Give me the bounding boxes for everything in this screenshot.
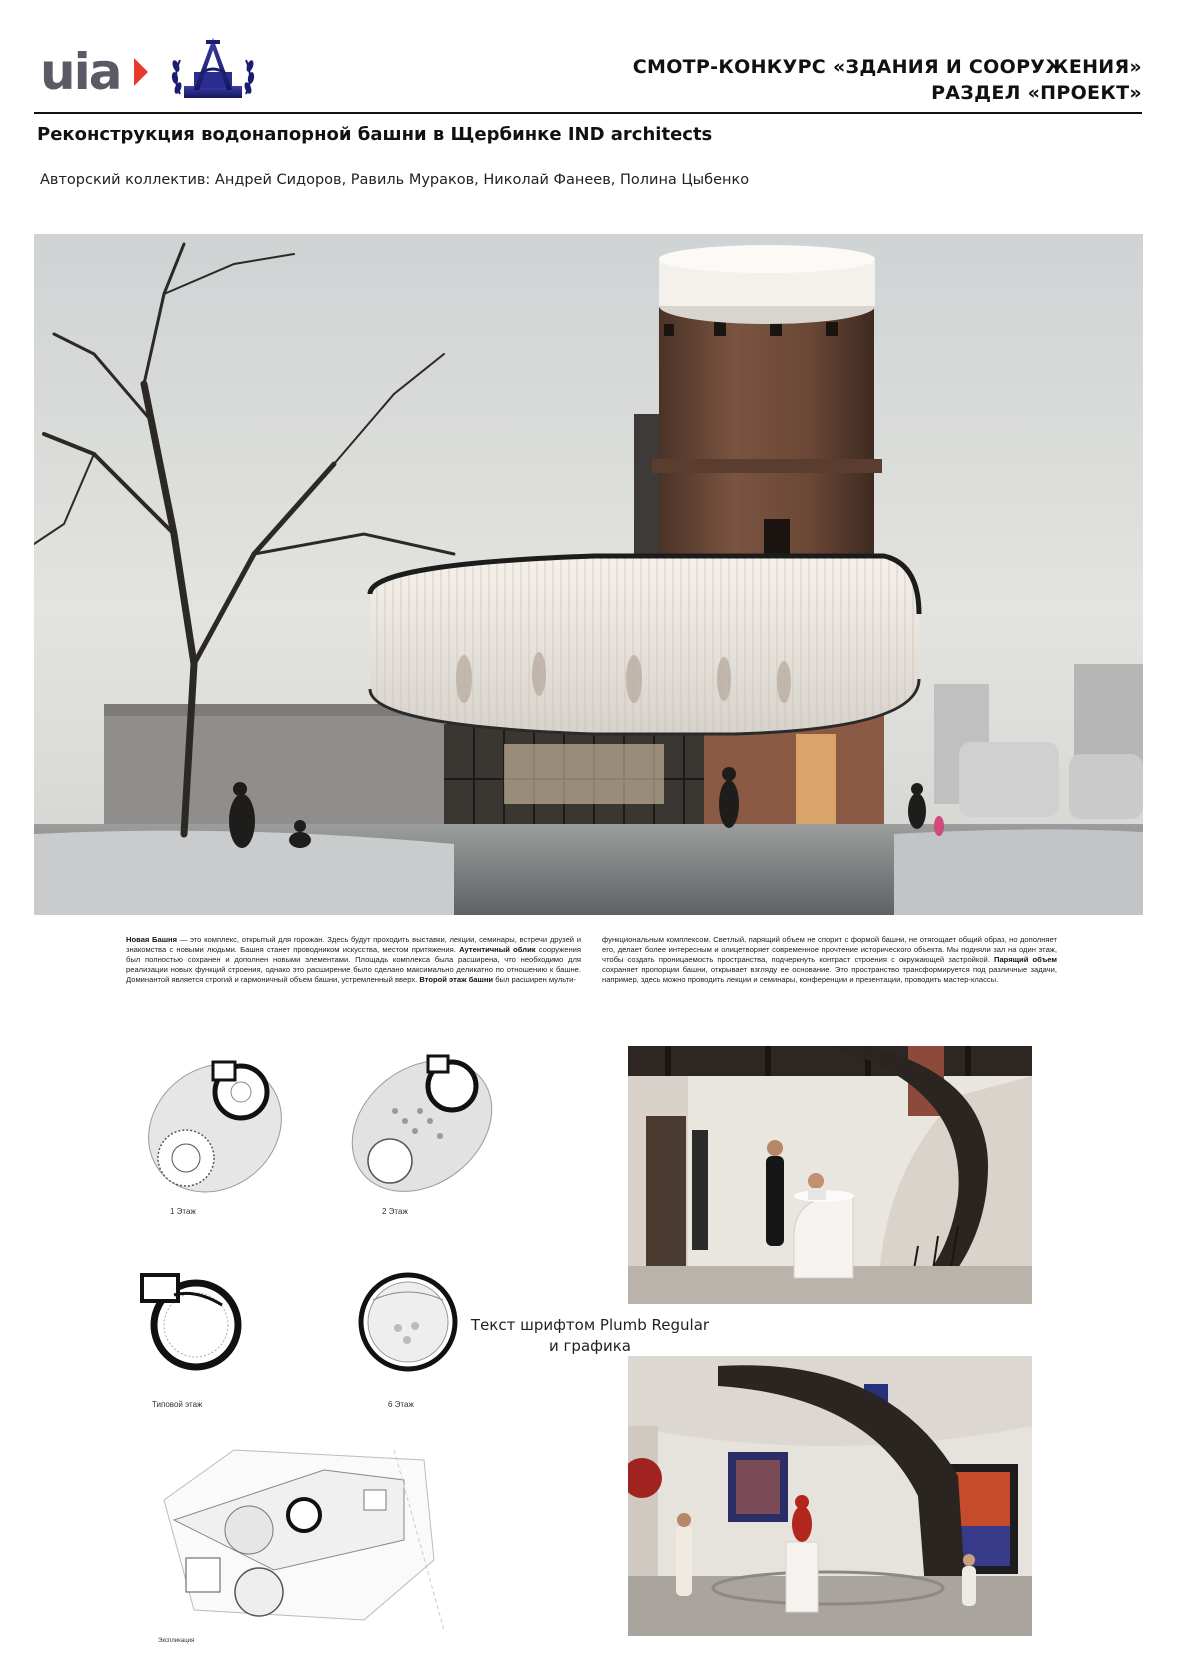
hero-render-image: [34, 234, 1143, 915]
description-right: [602, 935, 1057, 985]
project-title: Реконструкция водонапорной башни в Щербинке IND architects: [37, 124, 713, 145]
contest-title: [633, 54, 1142, 106]
plan-label-floor2: 2 Этаж: [382, 1207, 408, 1216]
desc-left-text-2: сооружения был полностью сохранен и дополнен новыми элементами. Площадь комплекса была расширена, что необходимо для реализации новых функций строения, однако это расширение было сделано максимально деликатно по отношению к башне. Доминантой является строгий и гармоничный объем башни, устремленный вверх.: [126, 945, 581, 985]
description-left: [126, 935, 581, 985]
desc-left-bold-2: Аутентичный облик: [459, 945, 536, 955]
desc-left-text-3: был расширен мульти-: [493, 975, 576, 985]
site-plan-drawing: [154, 1440, 444, 1630]
typical-floor-plan-drawing: [134, 1267, 244, 1377]
desc-right-text-2: сохраняет пропорции башни, открывает взгляду ее основание. Это пространство трансформируется под различные задачи, например, здесь можно проводить лекции и семинары, конференции и презентации, проводить мастер-классы.: [602, 965, 1057, 985]
desc-left-bold-3: Второй этаж башни: [419, 975, 494, 985]
floor1-plan-drawing: [138, 1050, 293, 1200]
emblem-logo: [170, 34, 256, 106]
uia-logo-text: uia: [40, 43, 121, 101]
placeholder-caption-line2: и графика: [549, 1337, 631, 1355]
plan-label-floor1: 1 Этаж: [170, 1207, 196, 1216]
header-divider: [34, 112, 1142, 114]
contest-title-line2: РАЗДЕЛ «ПРОЕКТ»: [931, 82, 1142, 104]
desc-right-text-1: функциональным комплексом. Светлый, парящий объем не спорит с формой башни, не отягощает общий образ, но дополняет его, делает более интересным и олицетворяет современное прочтение исторического объекта. Мы подняли зал на один этаж, чтобы создать проницаемость пространства, подчеркнуть контраст строения с окружающей застройкой.: [602, 935, 1057, 965]
authors-line: Авторский коллектив: Андрей Сидоров, Равиль Мураков, Николай Фанеев, Полина Цыбенко: [40, 172, 750, 188]
interior-gallery-render-image: [628, 1356, 1032, 1636]
uia-logo-arrow-icon: [134, 58, 148, 86]
placeholder-caption-line1: Текст шрифтом Plumb Regular: [470, 1316, 710, 1334]
floor2-plan-drawing: [340, 1046, 505, 1201]
placeholder-caption: [440, 1315, 740, 1357]
desc-left-text-1: — это комплекс, открытый для горожан. Здесь будут проходить выставки, лекции, семинары, встречи друзей и знакомства с новыми людьми. Башня станет проводником искусства, местом притяжения.: [126, 935, 581, 955]
plan-label-site: Экспликация: [158, 1638, 195, 1644]
contest-title-line1: СМОТР-КОНКУРС «ЗДАНИЯ И СООРУЖЕНИЯ»: [632, 56, 1142, 78]
uia-logo: [40, 44, 150, 100]
plan-label-floor6: 6 Этаж: [388, 1400, 414, 1409]
desc-right-bold-2: Парящий объем: [994, 955, 1057, 965]
plan-label-typical: Типовой этаж: [152, 1400, 203, 1409]
interior-reception-render-image: [628, 1046, 1032, 1304]
desc-left-bold-1: Новая Башня: [126, 935, 178, 944]
